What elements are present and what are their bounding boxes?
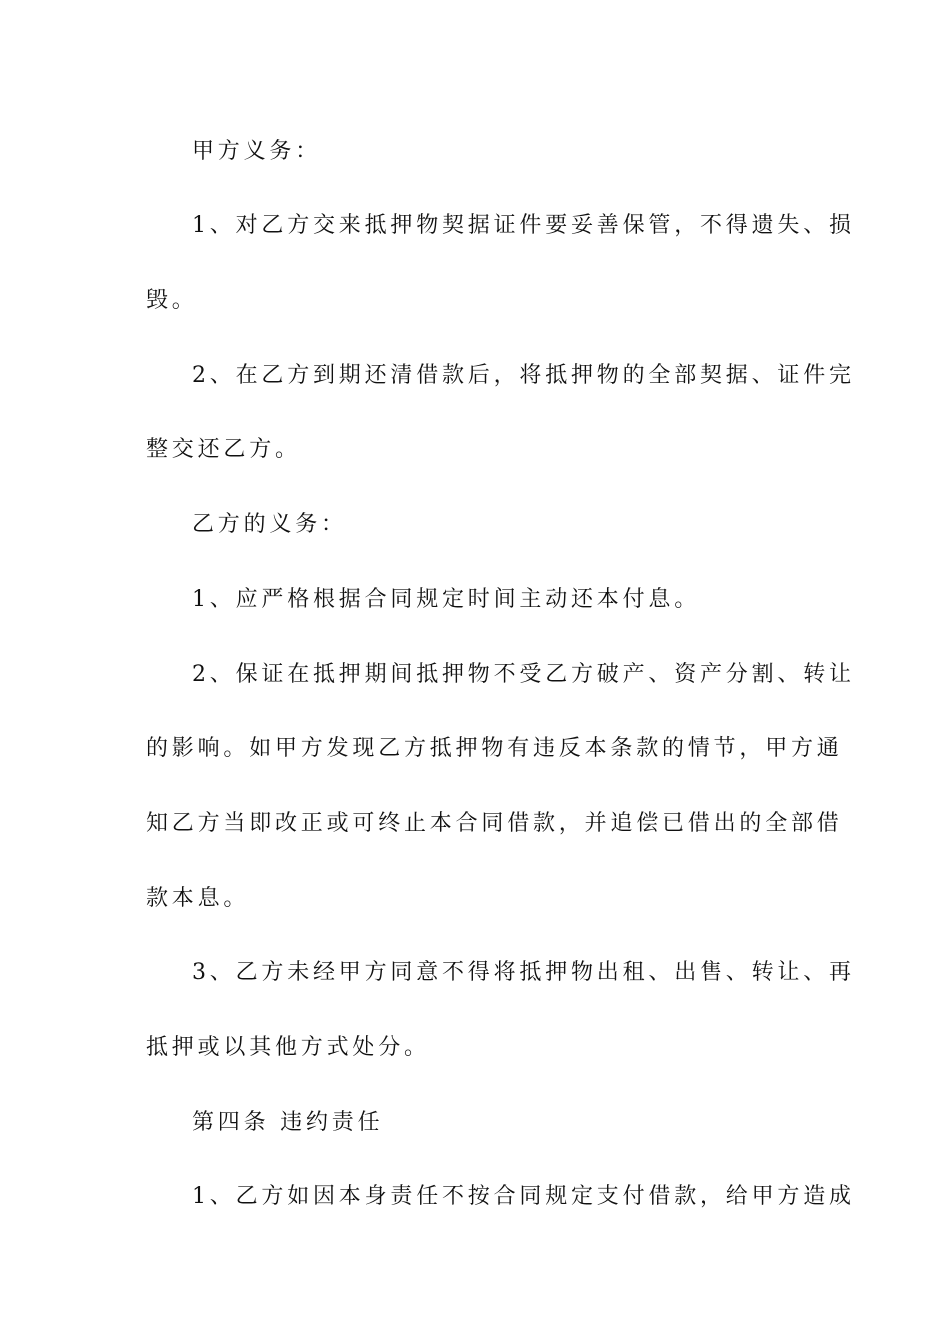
paragraph-line: 2、保证在抵押期间抵押物不受乙方破产、资产分割、转让	[192, 662, 855, 687]
paragraph-line: 整交还乙方。	[146, 437, 301, 462]
paragraph-line: 3、乙方未经甲方同意不得将抵押物出租、出售、转让、再	[192, 960, 855, 985]
article-heading-breach-liability: 第四条 违约责任	[192, 1110, 384, 1135]
paragraph-line: 1、乙方如因本身责任不按合同规定支付借款，给甲方造成	[192, 1184, 855, 1209]
section-heading-party-b-obligations: 乙方的义务：	[192, 512, 347, 537]
paragraph-line: 毁。	[146, 288, 198, 313]
paragraph-line: 的影响。如甲方发现乙方抵押物有违反本条款的情节，甲方通	[146, 736, 843, 761]
paragraph-line: 2、在乙方到期还清借款后，将抵押物的全部契据、证件完	[192, 363, 855, 388]
section-heading-party-a-obligations: 甲方义务：	[192, 139, 322, 164]
paragraph-line: 知乙方当即改正或可终止本合同借款，并追偿已借出的全部借	[146, 811, 843, 836]
paragraph-line: 款本息。	[146, 886, 250, 911]
paragraph-line: 抵押或以其他方式处分。	[146, 1035, 430, 1060]
paragraph-line: 1、对乙方交来抵押物契据证件要妥善保管，不得遗失、损	[192, 213, 855, 238]
paragraph-line: 1、应严格根据合同规定时间主动还本付息。	[192, 587, 700, 612]
